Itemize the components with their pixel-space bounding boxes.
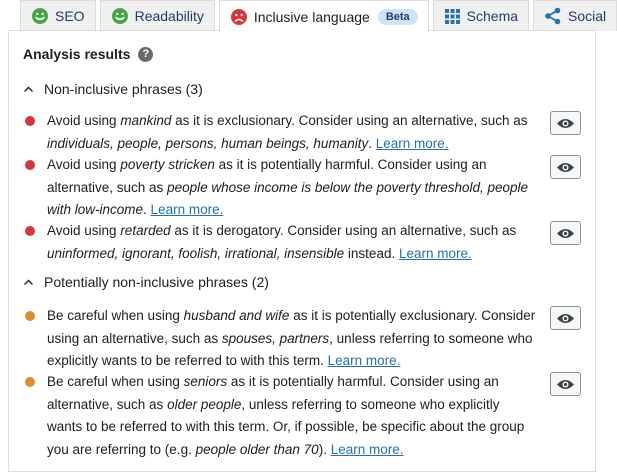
- highlight-toggle-button[interactable]: [550, 111, 581, 135]
- frowny-red-icon: [230, 8, 248, 26]
- analysis-results-title: Analysis results: [23, 46, 131, 62]
- eye-icon: [556, 227, 575, 240]
- red-bullet-icon: [25, 226, 35, 236]
- smiley-green-icon: [111, 7, 129, 25]
- chevron-up-icon: [23, 277, 34, 288]
- learn-more-link[interactable]: Learn more.: [330, 441, 404, 457]
- learn-more-link[interactable]: Learn more.: [327, 353, 401, 368]
- tab-bar: [0, 0, 607, 31]
- tab-seo-label: SEO: [55, 8, 85, 24]
- tab-schema-label: Schema: [466, 8, 519, 24]
- section-potentially-non-inclusive-toggle[interactable]: [23, 274, 269, 290]
- learn-more-link[interactable]: Learn more.: [150, 202, 224, 217]
- eye-icon: [556, 161, 575, 174]
- tab-seo[interactable]: [20, 0, 96, 31]
- eye-icon: [556, 117, 575, 130]
- help-icon[interactable]: ?: [138, 47, 153, 62]
- red-bullet-icon: [25, 116, 35, 126]
- eye-icon: [556, 378, 575, 391]
- orange-bullet-icon: [25, 311, 35, 321]
- result-text: Be careful when using seniors as it is potentially harmful. Consider using an alternative, such as older people, unless referring to someone who explicitly wants to be referred to with this term. Or, if possible, be specific about the group you are referring to (e.g. people older than 70). Learn more.: [47, 374, 525, 457]
- tab-schema[interactable]: [433, 0, 529, 31]
- tab-social-label: Social: [568, 8, 607, 24]
- analysis-panel: [8, 30, 596, 472]
- highlight-toggle-button[interactable]: [550, 221, 581, 245]
- highlight-toggle-button[interactable]: [550, 155, 581, 179]
- chevron-up-icon: [23, 84, 34, 95]
- eye-icon: [556, 312, 575, 325]
- result-text: Avoid using retarded as it is derogatory. Consider using an alternative, such as uninformed, ignorant, foolish, irrational, insensible instead. Learn more.: [47, 223, 517, 261]
- red-bullet-icon: [25, 160, 35, 170]
- learn-more-link[interactable]: Learn more.: [375, 135, 449, 151]
- grid-icon: [444, 8, 461, 25]
- orange-bullet-icon: [25, 377, 35, 387]
- highlight-toggle-button[interactable]: [550, 372, 581, 396]
- tab-inclusive-language[interactable]: [219, 0, 429, 32]
- result-text: Avoid using poverty stricken as it is potentially harmful. Consider using an alternative, such as people whose income is below the poverty threshold, people with low-income. Learn more.: [47, 157, 529, 217]
- tab-social[interactable]: [533, 0, 617, 31]
- tab-inclusive-language-label: Inclusive language: [253, 8, 370, 25]
- result-text: Avoid using mankind as it is exclusionary. Consider using an alternative, such as individuals, people, persons, human beings, humanity. Learn more.: [47, 113, 528, 151]
- share-icon: [544, 7, 562, 25]
- tab-readability-label: Readability: [134, 8, 204, 24]
- analysis-results-header: [23, 46, 153, 62]
- learn-more-link[interactable]: Learn more.: [398, 245, 472, 261]
- smiley-green-icon: [31, 7, 49, 25]
- section-potentially-non-inclusive-title: Potentially non-inclusive phrases (2): [44, 274, 269, 290]
- tab-readability[interactable]: [100, 0, 215, 31]
- section-non-inclusive-title: Non-inclusive phrases (3): [44, 81, 203, 97]
- beta-badge: Beta: [378, 9, 418, 25]
- highlight-toggle-button[interactable]: [550, 306, 581, 330]
- section-non-inclusive-toggle[interactable]: [23, 81, 203, 97]
- result-text: Be careful when using husband and wife as it is potentially exclusionary. Consider using an alternative, such as spouses, partners, unless referring to someone who explicitly wants to be referred to with this term. Learn more.: [47, 308, 536, 368]
